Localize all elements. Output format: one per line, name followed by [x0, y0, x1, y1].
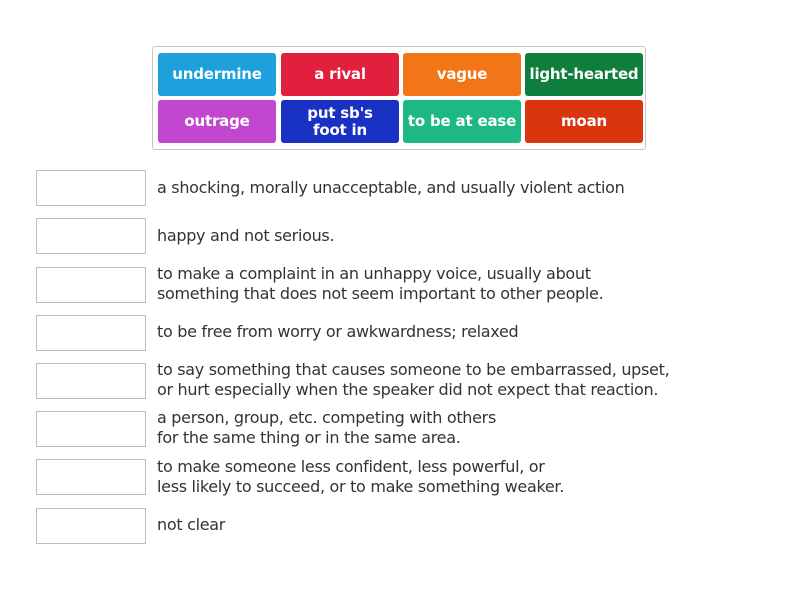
definition-text: to make someone less confident, less powerful, or: [157, 457, 545, 476]
definition-8: [157, 515, 225, 535]
definition-2: [157, 226, 334, 246]
definition-text: to say something that causes someone to be embarrassed, upset,: [157, 360, 670, 379]
definition-text: something that does not seem important to other people.: [157, 284, 604, 303]
tile-put-sbs-foot-in[interactable]: put sb's foot in: [281, 100, 399, 143]
answer-slot-3[interactable]: [36, 267, 146, 303]
definition-text: to be free from worry or awkwardness; relaxed: [157, 322, 519, 341]
answer-slot-1[interactable]: [36, 170, 146, 206]
definition-7: [157, 457, 564, 497]
definition-text: a person, group, etc. competing with others: [157, 408, 496, 427]
answer-slot-5[interactable]: [36, 363, 146, 399]
definition-3: [157, 264, 603, 304]
definition-text: for the same thing or in the same area.: [157, 428, 461, 447]
definition-6: [157, 408, 496, 448]
definition-text: not clear: [157, 515, 226, 534]
tile-undermine[interactable]: undermine: [158, 53, 276, 96]
definition-text: a shocking, morally unacceptable, and usually violent action: [157, 178, 625, 197]
definition-text: happy and not serious.: [157, 226, 335, 245]
answer-slot-8[interactable]: [36, 508, 146, 544]
answer-slot-2[interactable]: [36, 218, 146, 254]
tile-a-rival[interactable]: a rival: [281, 53, 399, 96]
definition-text: or hurt especially when the speaker did not expect that reaction.: [157, 380, 659, 399]
tile-light-hearted[interactable]: light-hearted: [525, 53, 643, 96]
tile-vague[interactable]: vague: [403, 53, 521, 96]
definition-5: [157, 360, 669, 400]
definition-text: less likely to succeed, or to make something weaker.: [157, 477, 564, 496]
definition-text: to make a complaint in an unhappy voice, usually about: [157, 264, 591, 283]
definition-1: [157, 178, 625, 198]
answer-slot-6[interactable]: [36, 411, 146, 447]
tile-moan[interactable]: moan: [525, 100, 643, 143]
answer-slot-7[interactable]: [36, 459, 146, 495]
tile-outrage[interactable]: outrage: [158, 100, 276, 143]
definition-4: [157, 322, 518, 342]
answer-slot-4[interactable]: [36, 315, 146, 351]
tile-to-be-at-ease[interactable]: to be at ease: [403, 100, 521, 143]
